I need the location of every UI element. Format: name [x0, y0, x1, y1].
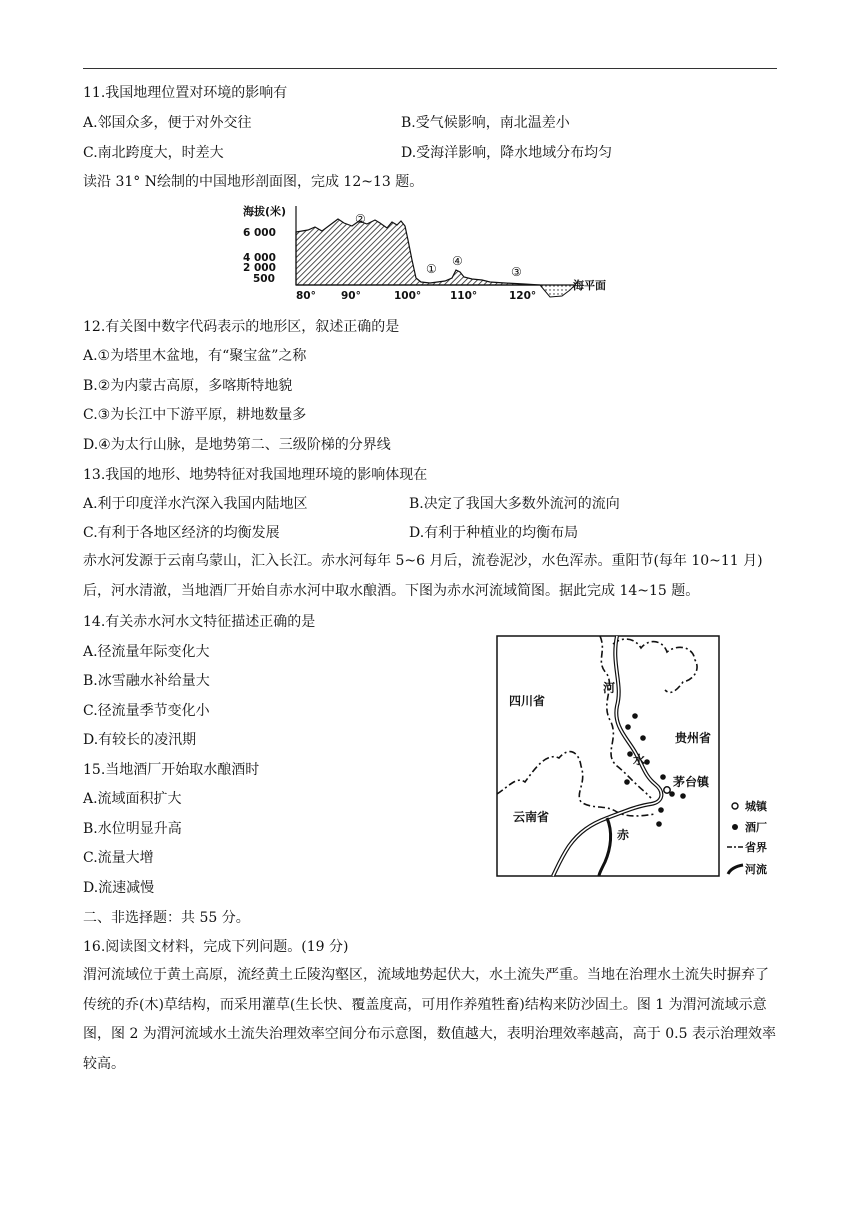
- profile-x-tick: 80°: [296, 290, 316, 302]
- q12-option-d: D.④为太行山脉，是地势第二、三级阶梯的分界线: [83, 437, 391, 453]
- profile-y-tick: 500: [253, 273, 275, 285]
- q13-option-c: C.有利于各地区经济的均衡发展: [83, 525, 280, 541]
- map-frame: [497, 636, 719, 876]
- q15-option-a: A.流域面积扩大: [83, 791, 182, 807]
- legend-border: 省界: [745, 841, 767, 854]
- profile-x-tick: 100°: [394, 290, 422, 302]
- label-maotai-town: 茅台镇: [673, 775, 710, 789]
- q14-option-b: B.冰雪融水补给量大: [83, 673, 210, 689]
- profile-x-tick: 120°: [509, 290, 537, 302]
- q16-material: 渭河流域位于黄土高原，流经黄土丘陵沟壑区，流域地势起伏大，水土流失严重。当地在治理水土流失时摒弃了传统的乔(木)草结构，而采用灌草(生长快、覆盖度高，可用作养殖牲畜)结构来防沙固土。图 1 为渭河流域示意图，图 2 为渭河流域水土流失治理效率空间分布示意图，数值越大，表明治理效率越高，高于 0.5 表示治理效率较高。: [83, 967, 776, 1072]
- winery-dot: [680, 793, 686, 799]
- legend-town-icon: [732, 803, 738, 809]
- legend-town: 城镇: [745, 800, 767, 813]
- q12-stem: 12.有关图中数字代码表示的地形区，叙述正确的是: [83, 319, 400, 335]
- winery-dot: [656, 821, 662, 827]
- q16-stem: 16.阅读图文材料，完成下列问题。(19 分): [83, 939, 349, 955]
- profile-y-tick: 4 000: [243, 252, 276, 264]
- header-rule: [83, 68, 777, 69]
- profile-marker: ③: [511, 265, 522, 279]
- profile-y-label: 海拔(米): [243, 205, 287, 218]
- q11-option-c: C.南北跨度大，时差大: [83, 145, 224, 161]
- q14-option-c: C.径流量季节变化小: [83, 703, 210, 719]
- profile-marker: ④: [452, 254, 463, 268]
- profile-x-tick: 110°: [450, 290, 478, 302]
- winery-dot: [658, 807, 664, 813]
- q14-option-d: D.有较长的凌汛期: [83, 732, 197, 748]
- town-marker-maotai: [664, 787, 670, 793]
- q12-option-c: C.③为长江中下游平原，耕地数量多: [83, 407, 307, 423]
- q13-option-d: D.有利于种植业的均衡布局: [409, 525, 579, 541]
- winery-dot: [640, 735, 646, 741]
- profile-y-tick: 6 000: [243, 227, 276, 239]
- q15-option-b: B.水位明显升高: [83, 821, 182, 837]
- intro-14-15: 赤水河发源于云南乌蒙山，汇入长江。赤水河每年 5~6 月后，流卷泥沙，水色浑赤。重阳节(每年 10~11 月)后，河水清澈，当地酒厂开始自赤水河中取水酿酒。下图为赤水河流域简图。据此完成 14~15 题。: [83, 553, 763, 599]
- section-2-heading: 二、非选择题：共 55 分。: [83, 910, 250, 926]
- q11-option-d: D.受海洋影响，降水地域分布均匀: [401, 145, 613, 161]
- q15-option-d: D.流速减慢: [83, 880, 155, 896]
- profile-y-tick: 2 000: [243, 262, 276, 274]
- q15-stem: 15.当地酒厂开始取水酿酒时: [83, 762, 260, 778]
- winery-dot: [644, 759, 650, 765]
- profile-marker: ①: [426, 262, 437, 276]
- sea-level-label: 海平面: [573, 279, 606, 292]
- winery-dot: [627, 751, 633, 757]
- chishui-river-map: [495, 634, 780, 879]
- q13-option-b: B.决定了我国大多数外流河的流向: [409, 496, 620, 512]
- q14-stem: 14.有关赤水河水文特征描述正确的是: [83, 614, 316, 630]
- label-river-chi: 赤: [617, 828, 630, 842]
- legend-winery-icon: [732, 824, 738, 830]
- winery-dot: [624, 779, 630, 785]
- label-river-shui: 水: [633, 753, 646, 767]
- sea-area: [540, 285, 575, 297]
- label-yunnan: 云南省: [513, 810, 550, 824]
- label-river-he: 河: [603, 681, 616, 695]
- profile-x-tick: 90°: [341, 290, 361, 302]
- profile-marker: ②: [355, 212, 366, 226]
- q13-option-a: A.利于印度洋水汽深入我国内陆地区: [83, 496, 308, 512]
- intro-12-13: 读沿 31° N绘制的中国地形剖面图，完成 12~13 题。: [83, 174, 424, 190]
- q12-option-b: B.②为内蒙古高原，多喀斯特地貌: [83, 378, 293, 394]
- q11-stem: 11.我国地理位置对环境的影响有: [83, 85, 288, 101]
- legend-river: 河流: [745, 863, 767, 876]
- label-guizhou: 贵州省: [675, 731, 712, 745]
- legend-winery: 酒厂: [745, 821, 767, 834]
- terrain-profile-figure: [240, 200, 620, 305]
- q11-option-a: A.邻国众多，便于对外交往: [83, 115, 252, 131]
- q13-stem: 13.我国的地形、地势特征对我国地理环境的影响体现在: [83, 467, 428, 483]
- winery-dot: [632, 713, 638, 719]
- label-sichuan: 四川省: [509, 694, 546, 708]
- profile-terrain: [296, 219, 540, 285]
- q11-option-b: B.受气候影响，南北温差小: [401, 115, 570, 131]
- winery-dot: [660, 774, 666, 780]
- winery-dot: [625, 724, 631, 730]
- legend-river-icon: [728, 865, 743, 874]
- q12-option-a: A.①为塔里木盆地，有“聚宝盆”之称: [83, 348, 307, 364]
- q15-option-c: C.流量大增: [83, 850, 154, 866]
- q14-option-a: A.径流量年际变化大: [83, 644, 210, 660]
